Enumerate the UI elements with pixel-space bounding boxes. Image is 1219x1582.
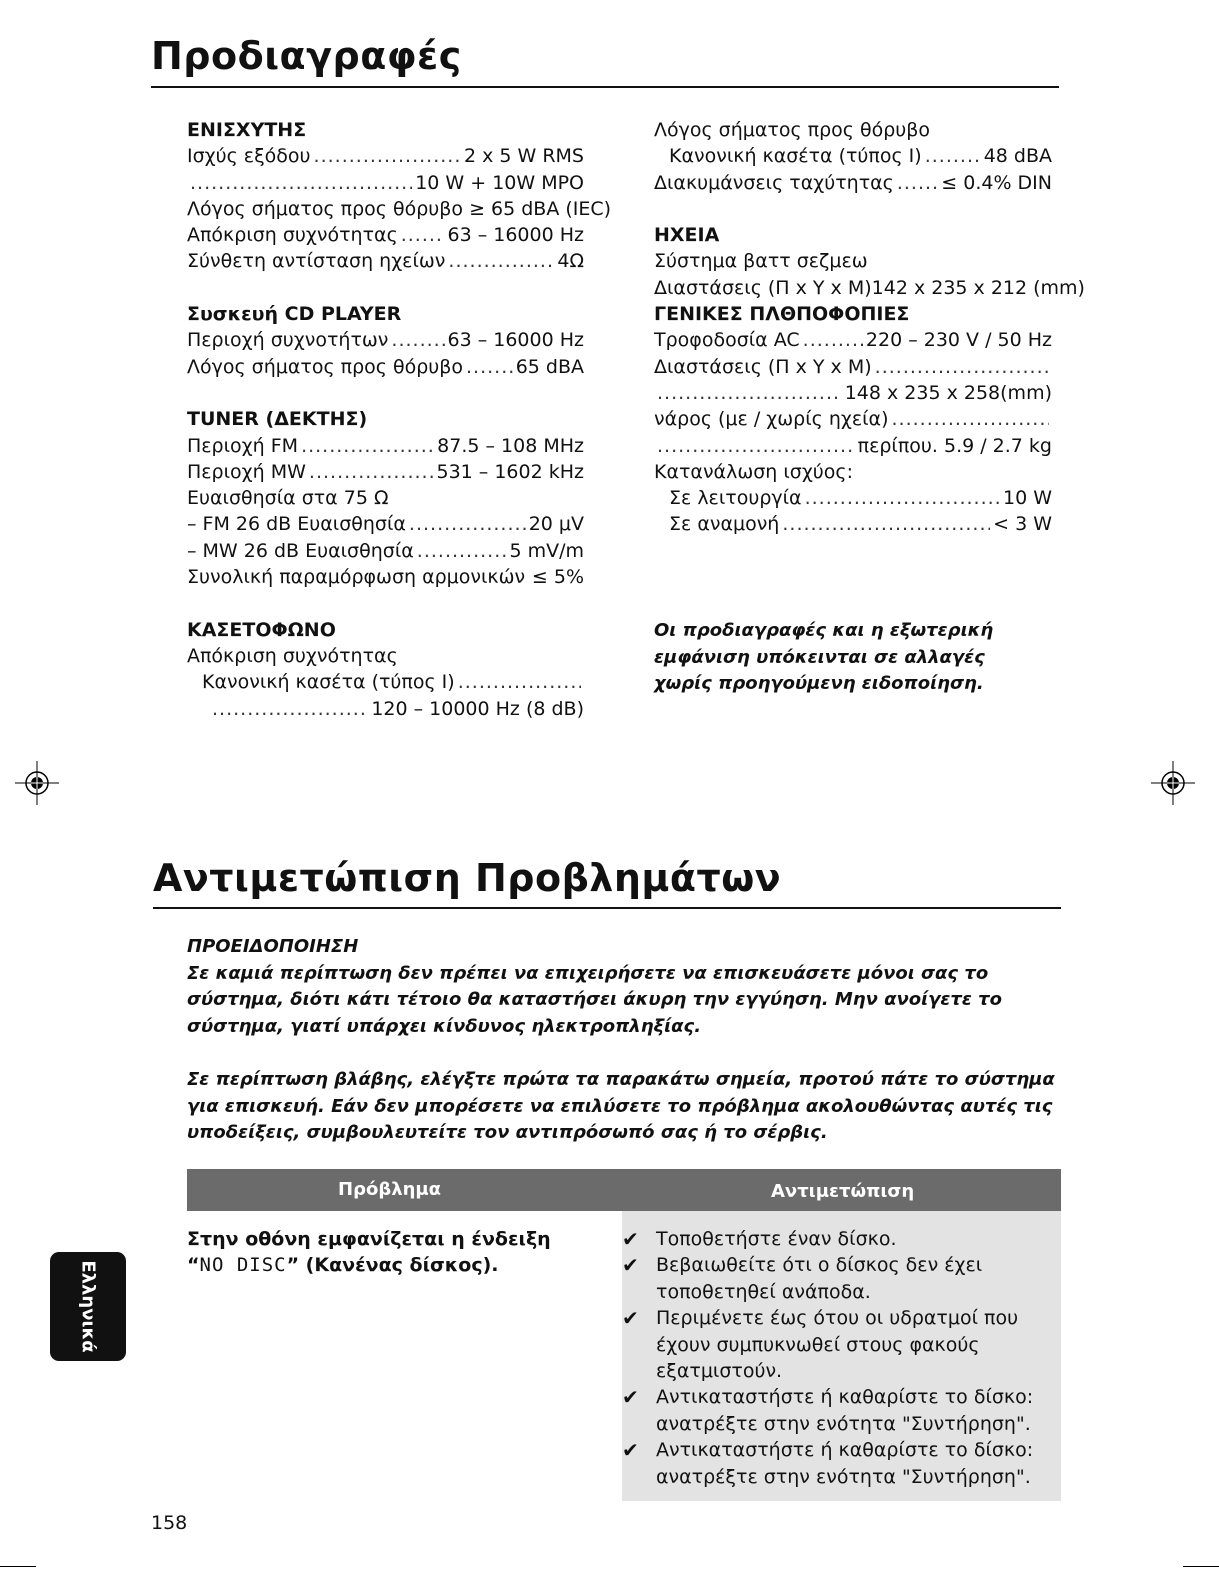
- problem-cell: [187, 1226, 587, 1279]
- registration-mark-icon: [1151, 761, 1195, 805]
- spec-row: Διακυμάνσεις ταχύτητας ..... ≤ 0.4% DIN: [654, 170, 1052, 196]
- crop-mark: [1183, 1566, 1219, 1567]
- table-header: [187, 1169, 1061, 1211]
- cassette-heading: ΚΑΣΕΤΟΦΩΝΟ: [187, 618, 336, 641]
- spec-row: Περιοχή FM ..... 87.5 – 108 MHz: [187, 433, 584, 459]
- spec-row: Κατανάλωση ισχύος:: [654, 460, 853, 483]
- problem-text-suffix: ” (Κανένας δίσκος).: [286, 1254, 499, 1277]
- spec-row: Λόγος σήματος προς θόρυβο ..... 65 dBA: [187, 354, 584, 380]
- registration-mark-icon: [15, 761, 59, 805]
- language-tab-label: Ελληνικά: [77, 1260, 99, 1353]
- spec-row: ..... περίπου. 5.9 / 2.7 kg: [654, 433, 1052, 459]
- list-item: ✔ Περιμένετε έως ότου οι υδρατμοί που έχουν συμπυκνωθεί στους φακούς εξατμιστούν.: [622, 1305, 1058, 1384]
- spec-row: Απόκριση συχνότητας ..... 63 – 16000 Hz: [187, 222, 584, 248]
- list-item: ✔ Αντικαταστήστε ή καθαρίστε το δίσκο: ανατρέξτε στην ενότητα "Συντήρηση".: [622, 1384, 1058, 1437]
- warning-heading: ΠΡΟΕΙΔΟΠΟΙΗΣΗ: [187, 936, 359, 957]
- spec-row: Τροφοδοσία AC ..... 220 – 230 V / 50 Hz: [654, 327, 1052, 353]
- specs-left-column: [187, 117, 612, 722]
- specs-title-rule: [151, 86, 1059, 88]
- spec-row: Διαστάσεις (Π x Υ x Μ)142 x 235 x 212 (mm): [654, 276, 1085, 299]
- spec-row: Διαστάσεις (Π x Υ x Μ) .....: [654, 354, 1052, 380]
- checkmark-icon: ✔: [622, 1385, 639, 1410]
- solution-list: [622, 1226, 1058, 1490]
- spec-row: Λόγος σήματος προς θόρυβο ≥ 65 dBA (IEC): [187, 197, 612, 220]
- spec-row: – FM 26 dB Ευαισθησία ..... 20 μV: [187, 511, 584, 537]
- warning-block: [187, 934, 1057, 1040]
- specs-title: Προδιαγραφές: [151, 34, 462, 78]
- problem-text-prefix: Στην οθόνη εμφανίζεται η ένδειξη “: [187, 1228, 551, 1277]
- checkmark-icon: ✔: [622, 1253, 639, 1278]
- tuner-heading: TUNER (ΔΕΚΤΗΣ): [187, 408, 368, 431]
- spec-row: Ισχύς εξόδου ..... 2 x 5 W RMS: [187, 143, 584, 169]
- spec-row: Σε λειτουργία ..... 10 W: [654, 485, 1052, 511]
- checkmark-icon: ✔: [622, 1438, 639, 1463]
- col-solution-header: Αντιμετώπιση: [771, 1181, 915, 1202]
- troubleshooting-title: Αντιμετώπιση Προβλημάτων: [153, 856, 782, 900]
- intro-text: Σε περίπτωση βλάβης, ελέγξτε πρώτα τα παρακάτω σημεία, προτού πάτε το σύστημα για επισκευή. Εάν δεν μπορέσετε να επιλύσετε το πρόβλημα ακολουθώντας αυτές τις υποδείξεις, συμβουλευτείτε τον αντιπρόσωπό σας ή το σέρβις.: [187, 1069, 1055, 1143]
- cd-player-heading: Συσκευή CD PLAYER: [187, 303, 402, 326]
- lcd-display-text: NO DISC: [199, 1254, 287, 1277]
- spec-row: Περιοχή MW ..... 531 – 1602 kHz: [187, 459, 584, 485]
- spec-row: ..... 10 W + 10W MPO: [187, 170, 584, 196]
- spec-row: ..... 120 – 10000 Hz (8 dB): [187, 696, 584, 722]
- spec-row: Σύνθετη αντίσταση ηχείων ..... 4Ω: [187, 248, 584, 274]
- checkmark-icon: ✔: [622, 1227, 639, 1251]
- list-item: ✔ Αντικαταστήστε ή καθαρίστε το δίσκο: ανατρέξτε στην ενότητα "Συντήρηση".: [622, 1437, 1058, 1490]
- spec-row: Κανονική κασέτα (τύπος I) .....: [187, 669, 584, 695]
- spec-row: Περιοχή συχνοτήτων ..... 63 – 16000 Hz: [187, 327, 584, 353]
- amplifier-heading: ΕΝΙΣΧΥΤΗΣ: [187, 119, 307, 141]
- crop-mark: [0, 1566, 36, 1567]
- spec-row: Απόκριση συχνότητας: [187, 644, 398, 667]
- general-heading: ΓΕΝΙΚΕΣ ΠΛΘΠΟΦΟΠΙΕΣ: [654, 303, 910, 326]
- warning-text: Σε καμιά περίπτωση δεν πρέπει να επιχειρήσετε να επισκευάσετε μόνοι σας το σύστημα, διότι κάτι τέτοιο θα καταστήσει άκυρη την εγγύηση. Μην ανοίγετε το σύστημα, γιατί υπάρχει κίνδυνος ηλεκτροπληξίας.: [187, 962, 1003, 1037]
- spec-row: Ευαισθησία στα 75 Ω: [187, 487, 389, 510]
- spec-row: Κανονική κασέτα (τύπος I) ..... 48 dBA: [654, 143, 1052, 169]
- list-item: ✔ Βεβαιωθείτε ότι ο δίσκος δεν έχει τοποθετηθεί ανάποδα.: [622, 1252, 1058, 1305]
- spec-row: ..... 148 x 235 x 258(mm): [654, 380, 1052, 406]
- spec-row: – MW 26 dB Ευαισθησία ..... 5 mV/m: [187, 538, 584, 564]
- language-tab: [50, 1252, 126, 1361]
- speakers-heading: ΗΧΕΙΑ: [654, 224, 720, 247]
- troubleshooting-title-rule: [153, 907, 1061, 909]
- page-number: 158: [151, 1512, 188, 1534]
- spec-row: Συνολική παραμόρφωση αρμονικών ..... ≤ 5%: [187, 564, 584, 590]
- specs-right-column: [654, 117, 1085, 538]
- specs-notice: Οι προδιαγραφές και η εξωτερική εμφάνιση υπόκεινται σε αλλαγές χωρίς προηγούμενη ειδοποίηση.: [654, 620, 994, 694]
- spec-row: Λόγος σήματος προς θόρυβο: [654, 119, 931, 141]
- spec-row: νάρος (με / χωρίς ηχεία) .....: [654, 406, 1052, 432]
- spec-row: Σύστημα βαττ σεζμεω: [654, 250, 868, 273]
- list-item: ✔ Τοποθετήστε έναν δίσκο.: [622, 1227, 897, 1251]
- col-problem-header: Πρόβλημα: [338, 1179, 442, 1200]
- checkmark-icon: ✔: [622, 1306, 639, 1331]
- spec-row: Σε αναμονή ..... < 3 W: [654, 511, 1052, 537]
